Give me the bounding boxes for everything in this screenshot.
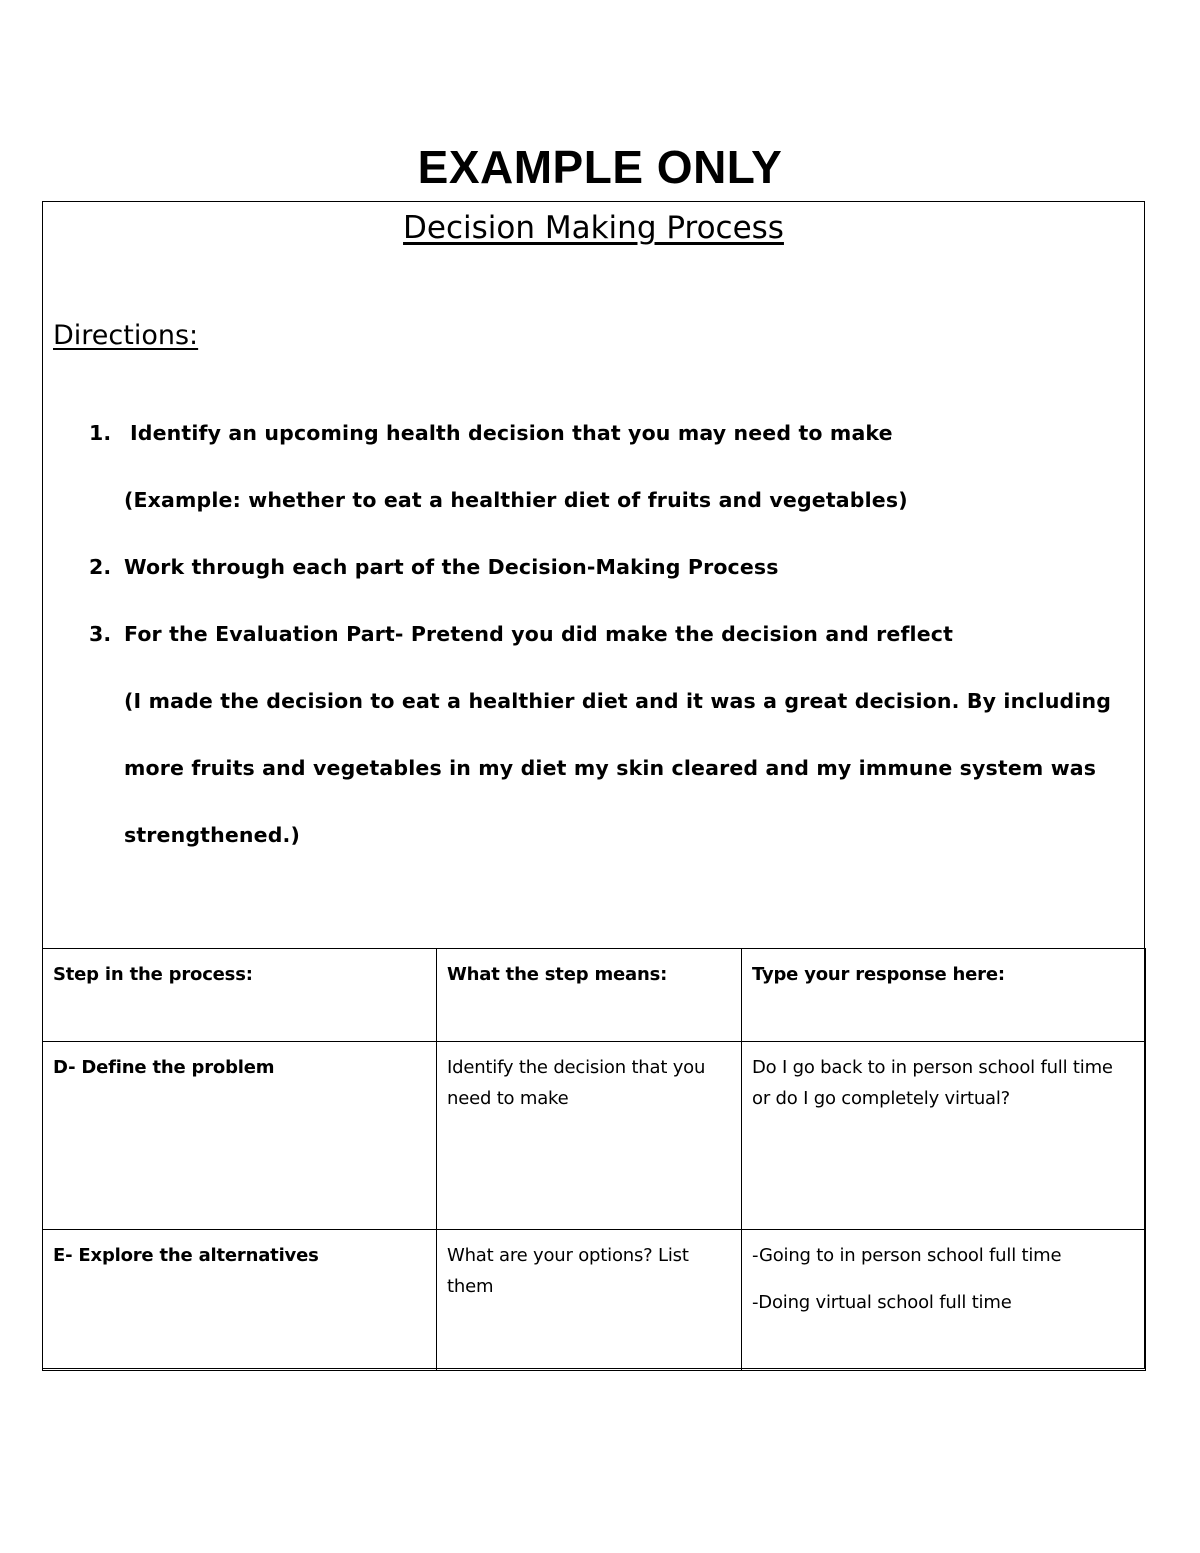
meaning-cell: What are your options? List them [437, 1230, 742, 1371]
direction-number: 1. [89, 421, 112, 445]
header-meaning: What the step means: [437, 949, 742, 1042]
direction-reflection-line: strengthened.) [124, 823, 301, 847]
response-text: -Going to in person school full time [752, 1245, 1062, 1266]
step-cell: E- Explore the alternatives [43, 1230, 437, 1371]
direction-reflection-line: (I made the decision to eat a healthier diet and it was a great decision. By including [124, 689, 1112, 713]
header-step: Step in the process: [43, 949, 437, 1042]
direction-number: 2. [89, 555, 112, 579]
direction-example-line: (Example: whether to eat a healthier diet of fruits and vegetables) [124, 488, 908, 512]
document-title: Decision Making Process [403, 210, 784, 246]
direction-text: Work through each part of the Decision-Making Process [124, 555, 779, 579]
step-cell: D- Define the problem [43, 1042, 437, 1230]
direction-text: Identify an upcoming health decision that you may need to make [130, 421, 893, 445]
header-response: Type your response here: [742, 949, 1146, 1042]
example-only-banner: EXAMPLE ONLY [417, 141, 783, 193]
decision-table [42, 948, 1146, 1371]
table-row [43, 1230, 1146, 1371]
meaning-cell: Identify the decision that you need to make [437, 1042, 742, 1230]
response-text: -Doing virtual school full time [752, 1292, 1012, 1313]
table-row [43, 1042, 1146, 1230]
directions-heading: Directions: [53, 320, 199, 351]
worksheet-box [42, 201, 1145, 1369]
response-cell[interactable] [742, 1042, 1146, 1230]
direction-reflection-line: more fruits and vegetables in my diet my skin cleared and my immune system was [124, 756, 1097, 780]
response-text: Do I go back to in person school full time or do I go completely virtual? [752, 1057, 1113, 1109]
response-cell[interactable] [742, 1230, 1146, 1371]
direction-number: 3. [89, 622, 112, 646]
direction-text: For the Evaluation Part- Pretend you did make the decision and reflect [124, 622, 954, 646]
table-header-row [43, 949, 1146, 1042]
